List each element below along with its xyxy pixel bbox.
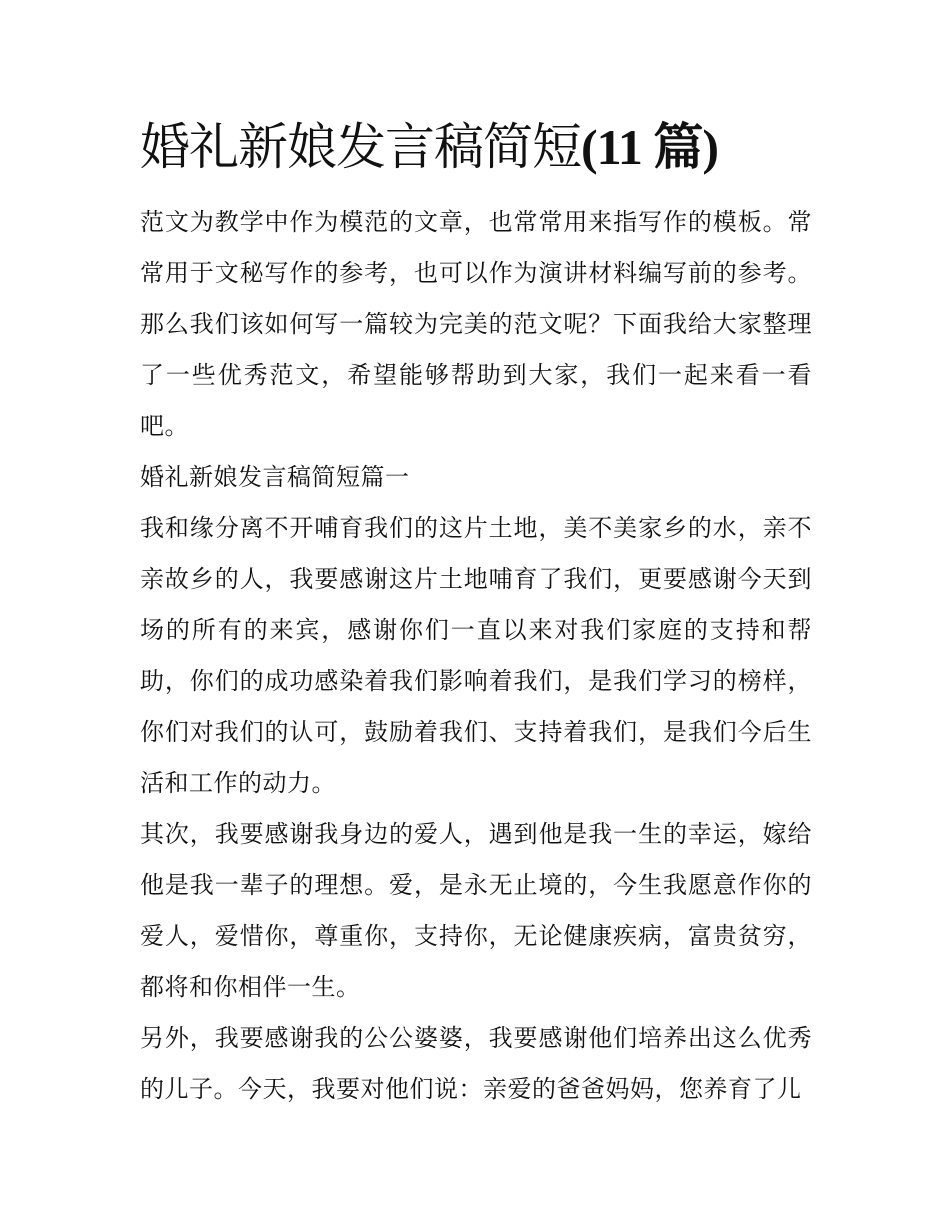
document-title: [140, 112, 860, 182]
body-paragraph: 其次，我要感谢我身边的爱人，遇到他是我一生的幸运，嫁给他是我一辈子的理想。爱，是永无止境的，今生我愿意作你的爱人，爱惜你，尊重你，支持你，无论健康疾病，富贵贫穷，都将和你相伴一生。: [140, 820, 812, 1001]
intro-paragraph: 范文为教学中作为模范的文章，也常常用来指写作的模板。常常用于文秘写作的参考，也可以作为演讲材料编写前的参考。那么我们该如何写一篇较为完美的范文呢？下面我给大家整理了一些优秀范文，希望能够帮助到大家，我们一起来看一看吧。: [140, 208, 812, 440]
document-body: [140, 197, 812, 1115]
body-paragraph: 另外，我要感谢我的公公婆婆，我要感谢他们培养出这么优秀的儿子。今天，我要对他们说：亲爱的爸爸妈妈，您养育了儿: [140, 1024, 812, 1103]
body-paragraph: 我和缘分离不开哺育我们的这片土地，美不美家乡的水，亲不亲故乡的人，我要感谢这片土地哺育了我们，更要感谢今天到场的所有的来宾，感谢你们一直以来对我们家庭的支持和帮助，你们的成功感染着我们影响着我们，是我们学习的榜样，你们对我们的认可，鼓励着我们、支持着我们，是我们今后生活和工作的动力。: [140, 514, 812, 797]
title-suffix: (11 篇): [581, 119, 719, 175]
section-heading: 婚礼新娘发言稿简短篇一: [140, 463, 410, 491]
title-main: 婚礼新娘发言稿简短: [140, 118, 581, 176]
